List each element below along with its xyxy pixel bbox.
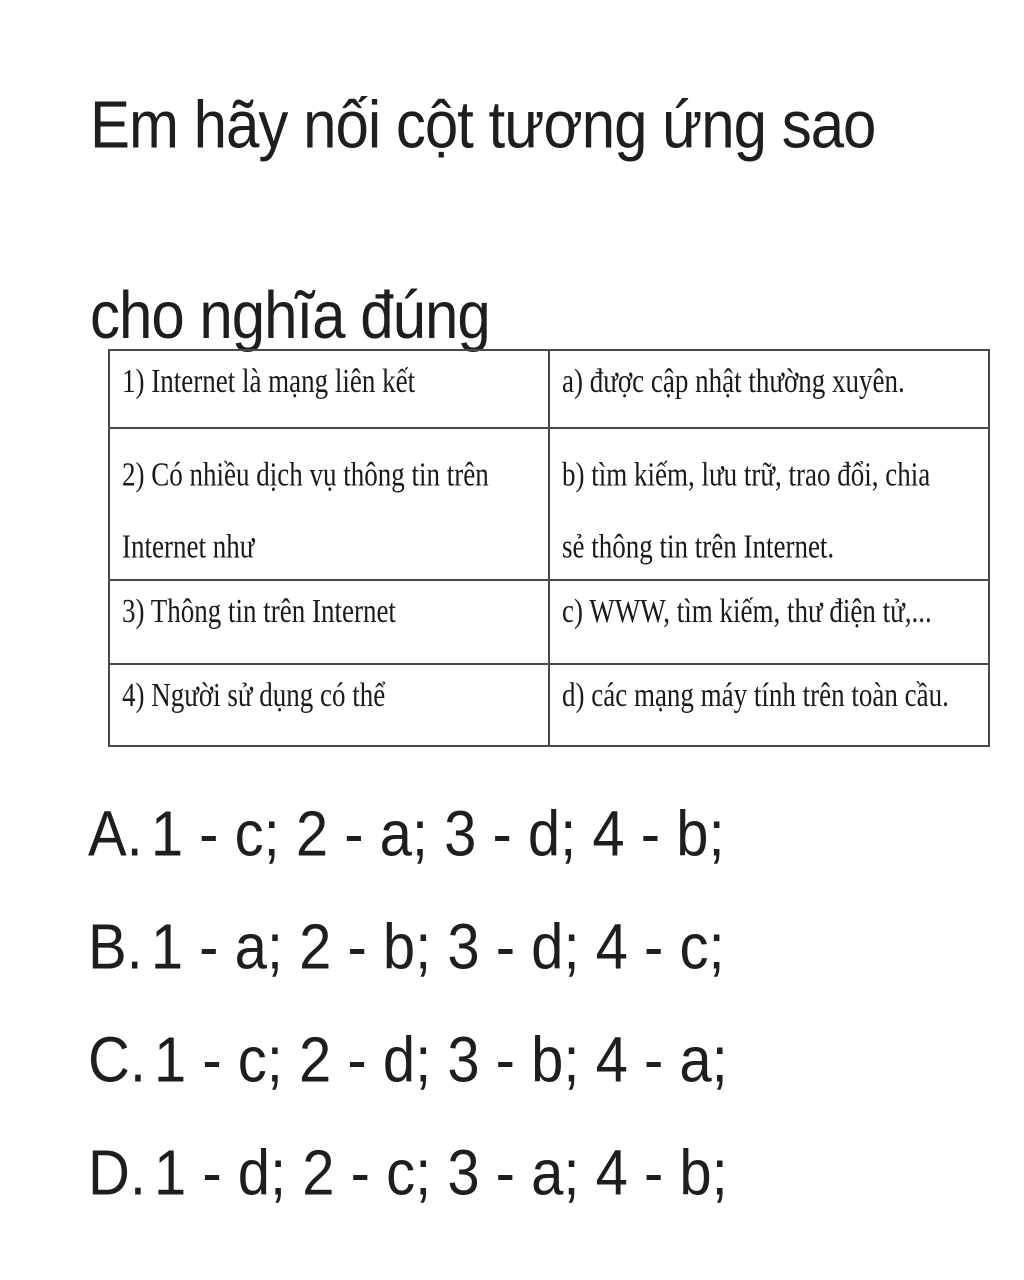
right-cell-d: d) các mạng máy tính trên toàn cầu.	[549, 664, 989, 746]
question-line-1: Em hãy nối cột tương ứng sao	[90, 87, 876, 163]
option-c[interactable]	[88, 998, 988, 1122]
right-cell-a: a) được cập nhật thường xuyên.	[549, 350, 989, 428]
left-cell-3: 3) Thông tin trên Internet	[109, 580, 549, 664]
option-text: 1 - d; 2 - c; 3 - a; 4 - b;	[154, 1137, 728, 1209]
option-d[interactable]	[88, 1111, 988, 1235]
answer-options	[88, 772, 988, 1224]
right-cell-b: b) tìm kiếm, lưu trữ, trao đổi, chia sẻ thông tin trên Internet.	[549, 428, 989, 580]
left-cell-1: 1) Internet là mạng liên kết	[109, 350, 549, 428]
option-letter: D.	[88, 1137, 146, 1209]
table-row	[109, 428, 989, 580]
option-letter: B.	[88, 911, 143, 983]
left-cell-4: 4) Người sử dụng có thể	[109, 664, 549, 746]
option-text: 1 - a; 2 - b; 3 - d; 4 - c;	[150, 911, 725, 983]
table-row	[109, 580, 989, 664]
option-letter: C.	[88, 1024, 146, 1096]
question-line-2: cho nghĩa đúng	[90, 277, 490, 353]
option-letter: A.	[88, 798, 143, 870]
table-row	[109, 350, 989, 428]
right-cell-c: c) WWW, tìm kiếm, thư điện tử,...	[549, 580, 989, 664]
option-a[interactable]	[88, 772, 988, 896]
option-text: 1 - c; 2 - d; 3 - b; 4 - a;	[154, 1024, 728, 1096]
option-text: 1 - c; 2 - a; 3 - d; 4 - b;	[150, 798, 725, 870]
left-cell-2: 2) Có nhiều dịch vụ thông tin trên Internet như	[109, 428, 549, 580]
matching-table	[108, 349, 990, 747]
option-b[interactable]	[88, 885, 988, 1009]
table-row	[109, 664, 989, 746]
